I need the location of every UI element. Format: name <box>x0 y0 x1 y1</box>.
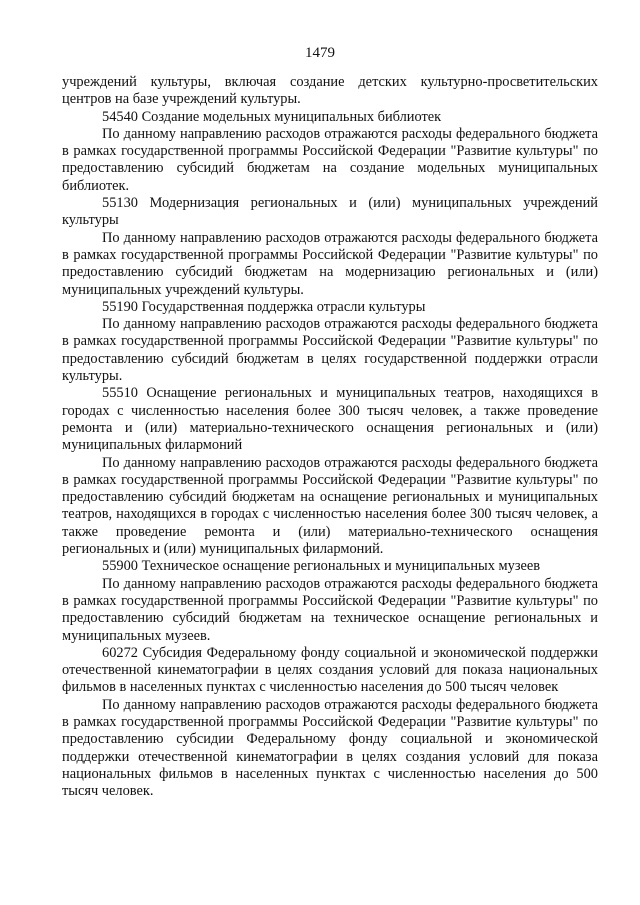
section-heading-55900: 55900 Техническое оснащение региональных и муниципальных музеев <box>102 558 541 575</box>
section-text-55130: По данному направлению расходов отражаются расходы федерального бюджета в рамках государственной программы Российской Федерации "Развитие культуры" по предоставлению субсидий бюджетам на модернизацию региональных и (или) муниципальных учреждений культуры. <box>62 229 598 298</box>
paragraph-continuation: учреждений культуры, включая создание детских культурно-просветительских центров на базе учреждений культуры. <box>62 74 598 108</box>
section-text-55190: По данному направлению расходов отражаются расходы федерального бюджета в рамках государственной программы Российской Федерации "Развитие культуры" по предоставлению субсидий бюджетам в целях государственной поддержки отрасли культуры. <box>62 316 598 385</box>
section-heading-55510: 55510 Оснащение региональных и муниципальных театров, находящихся в городах с численностью населения более 300 тысяч человек, а также проведение ремонта и (или) материально-технического оснащения региональных и (или) муниципальных филармоний <box>62 385 598 454</box>
document-body <box>62 74 598 800</box>
section-heading-54540: 54540 Создание модельных муниципальных библиотек <box>102 108 442 125</box>
section-heading-55190: 55190 Государственная поддержка отрасли культуры <box>102 298 426 315</box>
section-heading-55130: 55130 Модернизация региональных и (или) муниципальных учреждений культуры <box>62 195 598 229</box>
section-text-60272: По данному направлению расходов отражаются расходы федерального бюджета в рамках государственной программы Российской Федерации "Развитие культуры" по предоставлению субсидии Федеральному фонду социальной и экономической поддержки отечественной кинематографии в целях создания условий для показа национальных фильмов в населенных пунктах с численностью населения до 500 тысяч человек. <box>62 696 598 800</box>
section-text-55510: По данному направлению расходов отражаются расходы федерального бюджета в рамках государственной программы Российской Федерации "Развитие культуры" по предоставлению субсидий бюджетам на оснащение региональных и муниципальных театров, находящихся в городах с численностью населения более 300 тысяч человек, а также проведение ремонта и (или) материально-технического оснащения региональных и (или) муниципальных филармоний. <box>62 454 598 558</box>
page-number: 1479 <box>305 45 335 61</box>
section-heading-60272: 60272 Субсидия Федеральному фонду социальной и экономической поддержки отечественной кинематографии в целях создания условий для показа национальных фильмов в населенных пунктах с численностью населения до 500 тысяч человек <box>62 644 598 696</box>
section-text-54540: По данному направлению расходов отражаются расходы федерального бюджета в рамках государственной программы Российской Федерации "Развитие культуры" по предоставлению субсидий бюджетам на создание модельных муниципальных библиотек. <box>62 125 598 194</box>
section-text-55900: По данному направлению расходов отражаются расходы федерального бюджета в рамках государственной программы Российской Федерации "Развитие культуры" по предоставлению субсидий бюджетам на техническое оснащение региональных и муниципальных музеев. <box>62 575 598 644</box>
